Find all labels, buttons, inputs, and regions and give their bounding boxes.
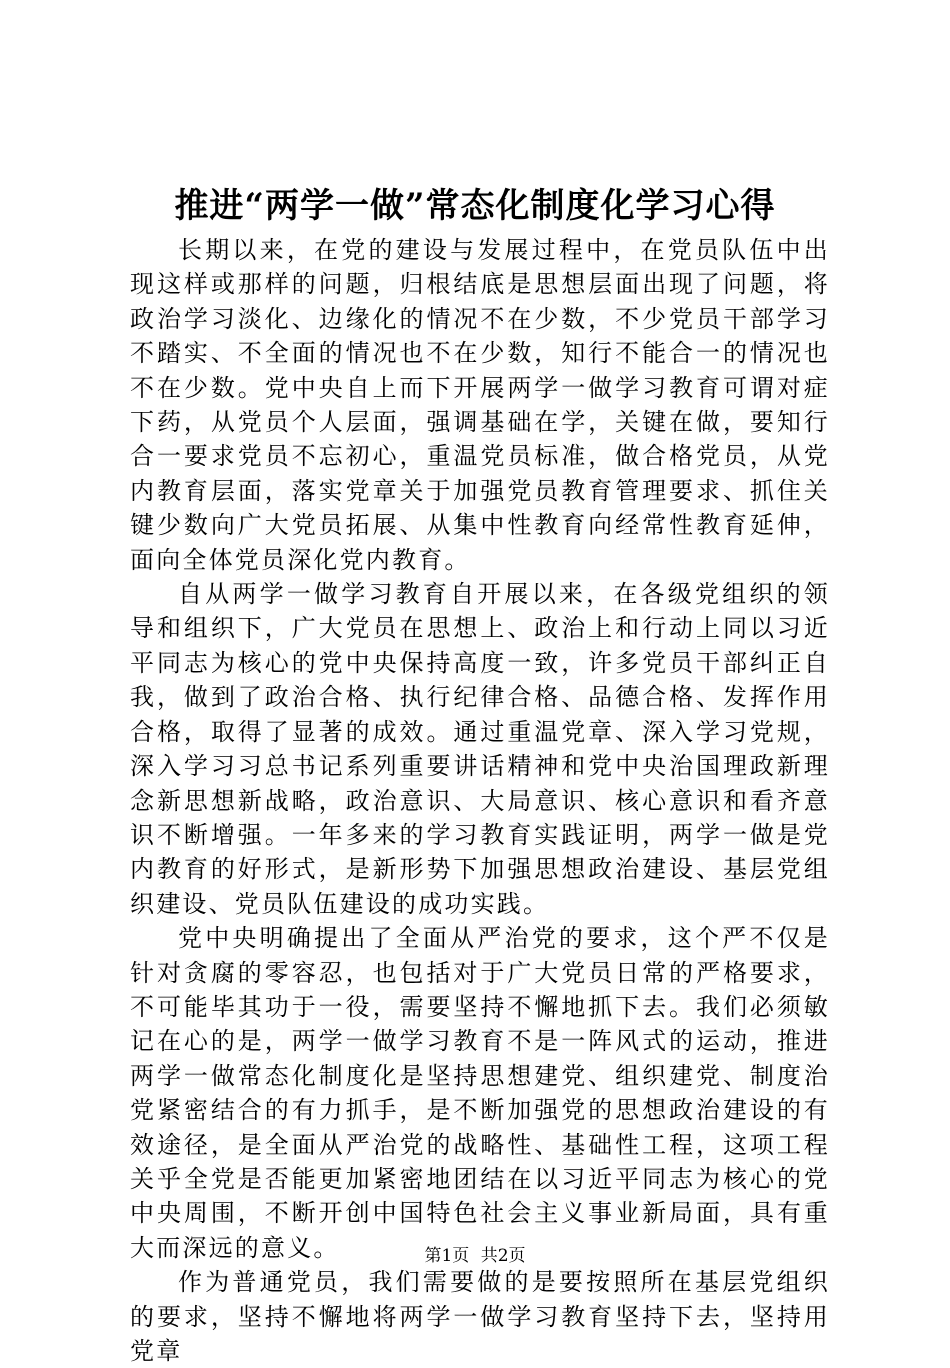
page-footer bbox=[0, 1244, 950, 1268]
paragraph-2: 自从两学一做学习教育自开展以来，在各级党组织的领导和组织下，广大党员在思想上、政治上和行动上同以习近平同志为核心的党中央保持高度一致，许多党员干部纠正自我，做到了政治合格、执行纪律合格、品德合格、发挥作用合格，取得了显著的成效。通过重温党章、深入学习党规，深入学习习总书记系列重要讲话精神和党中央治国理政新理念新思想新战略，政治意识、大局意识、核心意识和看齐意识不断增强。一年多来的学习教育实践证明，两学一做是党内教育的好形式，是新形势下加强思想政治建设、基层党组织建设、党员队伍建设的成功实践。 bbox=[130, 580, 830, 918]
document-body bbox=[130, 233, 830, 1368]
paragraph-3: 党中央明确提出了全面从严治党的要求，这个严不仅是针对贪腐的零容忍，也包括对于广大党员日常的严格要求，不可能毕其功于一役，需要坚持不懈地抓下去。我们必须敏记在心的是，两学一做学习教育不是一阵风式的运动，推进两学一做常态化制度化是坚持思想建党、组织建党、制度治党紧密结合的有力抓手，是不断加强党的思想政治建设的有效途径，是全面从严治党的战略性、基础性工程，这项工程关乎全党是否能更加紧密地团结在以习近平同志为核心的党中央周围，不断开创中国特色社会主义事业新局面，具有重大而深远的意义。 bbox=[130, 924, 830, 1262]
document-title: 推进“两学一做”常态化制度化学习心得 bbox=[174, 186, 776, 226]
page-total: 共2页 bbox=[480, 1246, 526, 1266]
page-number: 第1页 bbox=[424, 1246, 470, 1266]
paragraph-4: 作为普通党员，我们需要做的是要按照所在基层党组织的要求，坚持不懈地将两学一做学习教育坚持下去，坚持用党章 bbox=[130, 1268, 830, 1365]
paragraph-1: 长期以来，在党的建设与发展过程中，在党员队伍中出现这样或那样的问题，归根结底是思想层面出现了问题，将政治学习淡化、边缘化的情况不在少数，不少党员干部学习不踏实、不全面的情况也不在少数，知行不能合一的情况也不在少数。党中央自上而下开展两学一做学习教育可谓对症下药，从党员个人层面，强调基础在学，关键在做，要知行合一要求党员不忘初心，重温党员标准，做合格党员，从党内教育层面，落实党章关于加强党员教育管理要求、抓住关键少数向广大党员拓展、从集中性教育向经常性教育延伸，面向全体党员深化党内教育。 bbox=[130, 236, 830, 574]
